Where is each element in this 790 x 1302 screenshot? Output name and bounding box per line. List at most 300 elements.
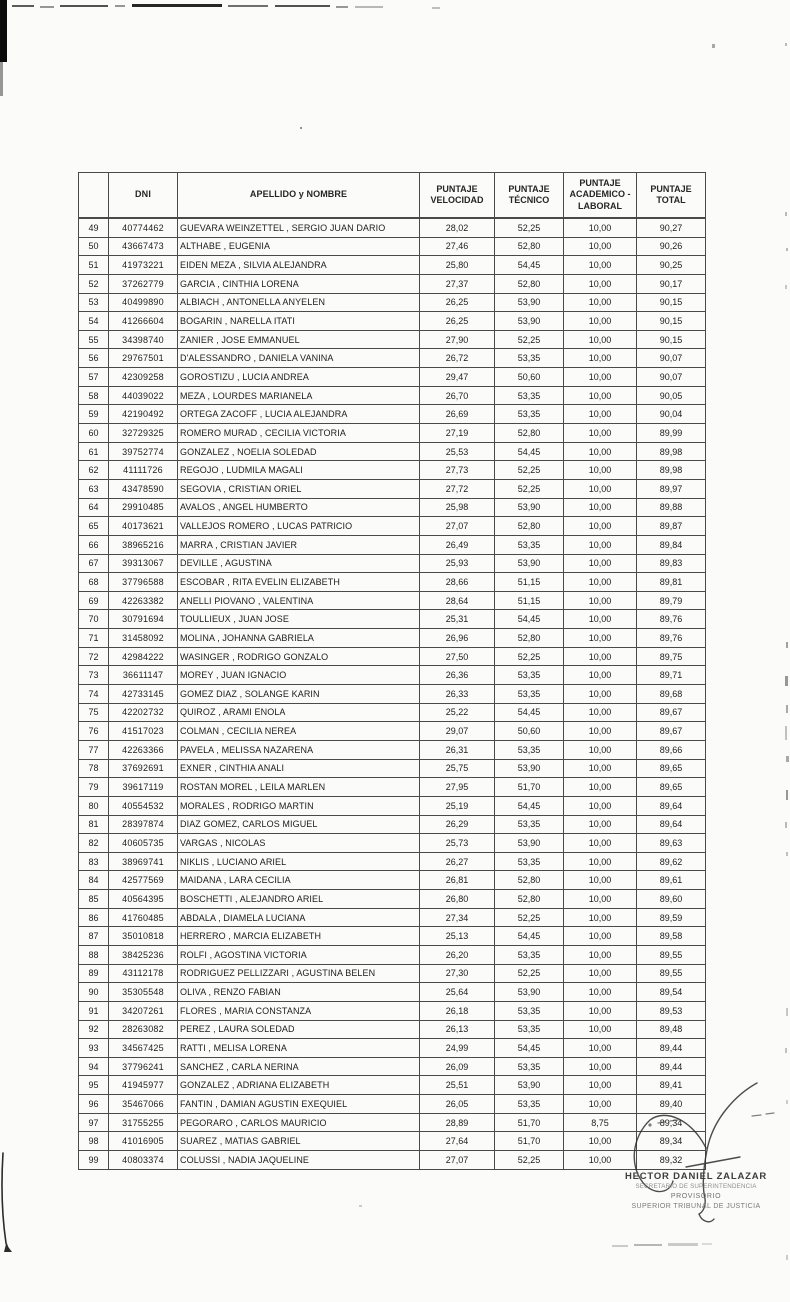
- cell-vel: 26,05: [420, 1095, 495, 1114]
- scan-artifact: [0, 0, 7, 62]
- table-row: [79, 1039, 706, 1058]
- cell-tec: 52,25: [495, 218, 564, 237]
- cell-name: GONZALEZ , NOELIA SOLEDAD: [178, 442, 420, 461]
- cell-acad: 10,00: [564, 722, 637, 741]
- col-header-tecnico: [495, 173, 564, 219]
- cell-tot: 89,41: [637, 1076, 706, 1095]
- cell-vel: 28,64: [420, 591, 495, 610]
- cell-rank: 51: [79, 256, 109, 275]
- cell-tec: 53,35: [495, 815, 564, 834]
- cell-rank: 82: [79, 834, 109, 853]
- scan-artifact: [785, 676, 788, 686]
- cell-rank: 86: [79, 908, 109, 927]
- cell-tec: 53,35: [495, 685, 564, 704]
- cell-tec: 53,90: [495, 1076, 564, 1095]
- cell-vel: 25,13: [420, 927, 495, 946]
- cell-tec: 53,35: [495, 535, 564, 554]
- cell-dni: 40803374: [109, 1151, 178, 1170]
- cell-vel: 27,07: [420, 1151, 495, 1170]
- table-row: [79, 945, 706, 964]
- table-row: [79, 629, 706, 648]
- cell-name: WASINGER , RODRIGO GONZALO: [178, 647, 420, 666]
- cell-vel: 26,09: [420, 1057, 495, 1076]
- scan-artifact: [40, 6, 54, 8]
- cell-acad: 10,00: [564, 1020, 637, 1039]
- scan-artifact: [786, 1255, 788, 1260]
- cell-name: ALTHABE , EUGENIA: [178, 237, 420, 256]
- cell-vel: 27,46: [420, 237, 495, 256]
- cell-acad: 10,00: [564, 349, 637, 368]
- cell-rank: 94: [79, 1057, 109, 1076]
- cell-tot: 89,98: [637, 461, 706, 480]
- cell-vel: 25,93: [420, 554, 495, 573]
- header-line: ACADEMICO -: [569, 189, 631, 200]
- results-table: [78, 172, 706, 1170]
- cell-dni: 40554532: [109, 796, 178, 815]
- cell-acad: 10,00: [564, 964, 637, 983]
- cell-tot: 89,40: [637, 1095, 706, 1114]
- cell-rank: 61: [79, 442, 109, 461]
- cell-dni: 40605735: [109, 834, 178, 853]
- table-row: [79, 386, 706, 405]
- cell-tot: 89,76: [637, 629, 706, 648]
- cell-acad: 10,00: [564, 1095, 637, 1114]
- cell-dni: 37262779: [109, 274, 178, 293]
- cell-acad: 10,00: [564, 610, 637, 629]
- cell-tot: 89,66: [637, 740, 706, 759]
- cell-tot: 89,68: [637, 685, 706, 704]
- cell-rank: 95: [79, 1076, 109, 1095]
- cell-dni: 37796241: [109, 1057, 178, 1076]
- cell-tec: 53,35: [495, 945, 564, 964]
- cell-dni: 40774462: [109, 218, 178, 237]
- signer-title-provisorio: PROVISORIO: [670, 1193, 722, 1201]
- scan-artifact: [785, 43, 787, 46]
- header-row: [79, 173, 706, 219]
- cell-acad: 10,00: [564, 442, 637, 461]
- scan-artifact: [634, 1244, 662, 1246]
- cell-dni: 29767501: [109, 349, 178, 368]
- cell-rank: 90: [79, 983, 109, 1002]
- table-row: [79, 983, 706, 1002]
- cell-vel: 26,33: [420, 685, 495, 704]
- scan-artifact: [785, 726, 787, 740]
- cell-tot: 89,97: [637, 479, 706, 498]
- cell-tec: 54,45: [495, 610, 564, 629]
- cell-tec: 53,90: [495, 983, 564, 1002]
- scan-artifact: [786, 1100, 788, 1104]
- cell-name: HERRERO , MARCIA ELIZABETH: [178, 927, 420, 946]
- scan-artifact: [786, 248, 788, 251]
- cell-rank: 98: [79, 1132, 109, 1151]
- cell-tec: 52,80: [495, 274, 564, 293]
- cell-vel: 27,64: [420, 1132, 495, 1151]
- cell-tot: 89,34: [637, 1113, 706, 1132]
- cell-rank: 54: [79, 312, 109, 331]
- cell-rank: 55: [79, 330, 109, 349]
- cell-tec: 53,35: [495, 349, 564, 368]
- cell-tec: 51,70: [495, 1113, 564, 1132]
- cell-tec: 53,90: [495, 312, 564, 331]
- table-row: [79, 852, 706, 871]
- cell-rank: 49: [79, 218, 109, 237]
- cell-tot: 90,07: [637, 368, 706, 387]
- cell-tot: 89,98: [637, 442, 706, 461]
- cell-vel: 28,02: [420, 218, 495, 237]
- cell-vel: 27,19: [420, 424, 495, 443]
- cell-acad: 10,00: [564, 1001, 637, 1020]
- table-row: [79, 871, 706, 890]
- cell-tec: 53,35: [495, 405, 564, 424]
- cell-acad: 10,00: [564, 1132, 637, 1151]
- signer-name: HECTOR DANIEL ZALAZAR: [624, 1171, 768, 1182]
- cell-rank: 52: [79, 274, 109, 293]
- cell-tot: 89,60: [637, 890, 706, 909]
- cell-name: COLMAN , CECILIA NEREA: [178, 722, 420, 741]
- cell-dni: 42309258: [109, 368, 178, 387]
- cell-rank: 85: [79, 890, 109, 909]
- table-row: [79, 405, 706, 424]
- signer-title: SECRETARIO DE SUPERINTENDENCIA: [635, 1183, 757, 1191]
- cell-acad: 10,00: [564, 685, 637, 704]
- cell-vel: 28,89: [420, 1113, 495, 1132]
- scan-artifact: [786, 756, 789, 762]
- cell-rank: 88: [79, 945, 109, 964]
- cell-dni: 41517023: [109, 722, 178, 741]
- cell-vel: 27,50: [420, 647, 495, 666]
- cell-tec: 53,35: [495, 1057, 564, 1076]
- cell-acad: 8,75: [564, 1113, 637, 1132]
- cell-tec: 53,90: [495, 834, 564, 853]
- cell-acad: 10,00: [564, 517, 637, 536]
- table-row: [79, 442, 706, 461]
- cell-tec: 51,15: [495, 573, 564, 592]
- cell-vel: 26,20: [420, 945, 495, 964]
- cell-vel: 25,64: [420, 983, 495, 1002]
- cell-dni: 41760485: [109, 908, 178, 927]
- signature-block: [598, 1172, 790, 1211]
- cell-tot: 90,04: [637, 405, 706, 424]
- scan-artifact: [359, 1205, 362, 1207]
- cell-name: MORALES , RODRIGO MARTIN: [178, 796, 420, 815]
- cell-dni: 34398740: [109, 330, 178, 349]
- scan-artifact: [668, 1243, 698, 1246]
- cell-name: GOROSTIZU , LUCIA ANDREA: [178, 368, 420, 387]
- cell-dni: 43112178: [109, 964, 178, 983]
- cell-rank: 76: [79, 722, 109, 741]
- table-row: [79, 293, 706, 312]
- cell-vel: 27,90: [420, 330, 495, 349]
- cell-dni: 42577569: [109, 871, 178, 890]
- cell-name: RODRIGUEZ PELLIZZARI , AGUSTINA BELEN: [178, 964, 420, 983]
- cell-rank: 71: [79, 629, 109, 648]
- cell-acad: 10,00: [564, 479, 637, 498]
- cell-name: GARCIA , CINTHIA LORENA: [178, 274, 420, 293]
- scan-artifact: [612, 1245, 628, 1247]
- cell-dni: 38425236: [109, 945, 178, 964]
- cell-name: AVALOS , ANGEL HUMBERTO: [178, 498, 420, 517]
- cell-tot: 89,44: [637, 1057, 706, 1076]
- cell-acad: 10,00: [564, 945, 637, 964]
- cell-vel: 25,80: [420, 256, 495, 275]
- cell-tot: 89,65: [637, 778, 706, 797]
- cell-acad: 10,00: [564, 1057, 637, 1076]
- header-line: PUNTAJE: [650, 183, 692, 194]
- cell-name: OLIVA , RENZO FABIAN: [178, 983, 420, 1002]
- table-row: [79, 1095, 706, 1114]
- cell-acad: 10,00: [564, 1151, 637, 1170]
- cell-name: ALBIACH , ANTONELLA ANYELEN: [178, 293, 420, 312]
- table-row: [79, 647, 706, 666]
- scan-artifact: [336, 6, 348, 8]
- table-row: [79, 535, 706, 554]
- cell-acad: 10,00: [564, 256, 637, 275]
- scan-artifact: [786, 705, 788, 713]
- cell-acad: 10,00: [564, 554, 637, 573]
- cell-rank: 50: [79, 237, 109, 256]
- cell-acad: 10,00: [564, 237, 637, 256]
- cell-tec: 51,15: [495, 591, 564, 610]
- cell-name: D'ALESSANDRO , DANIELA VANINA: [178, 349, 420, 368]
- scan-artifact: [785, 212, 787, 216]
- header-line: TOTAL: [656, 195, 686, 205]
- cell-rank: 53: [79, 293, 109, 312]
- scan-artifact: [12, 5, 34, 7]
- cell-vel: 25,31: [420, 610, 495, 629]
- cell-tot: 89,55: [637, 964, 706, 983]
- table-row: [79, 890, 706, 909]
- cell-dni: 39752774: [109, 442, 178, 461]
- cell-rank: 64: [79, 498, 109, 517]
- cell-rank: 70: [79, 610, 109, 629]
- cell-tec: 53,90: [495, 554, 564, 573]
- cell-tec: 53,35: [495, 740, 564, 759]
- table-row: [79, 1076, 706, 1095]
- cell-tec: 52,25: [495, 964, 564, 983]
- cell-name: ABDALA , DIAMELA LUCIANA: [178, 908, 420, 927]
- header-line: VELOCIDAD: [430, 195, 484, 205]
- cell-vel: 26,36: [420, 666, 495, 685]
- cell-name: COLUSSI , NADIA JAQUELINE: [178, 1151, 420, 1170]
- col-header-academico: [564, 173, 637, 219]
- scan-artifact: [0, 62, 3, 96]
- scan-artifact: [785, 822, 787, 828]
- cell-name: MEZA , LOURDES MARIANELA: [178, 386, 420, 405]
- cell-dni: 39313067: [109, 554, 178, 573]
- table-row: [79, 1001, 706, 1020]
- cell-vel: 26,81: [420, 871, 495, 890]
- scan-artifact: [115, 5, 125, 7]
- cell-name: ESCOBAR , RITA EVELIN ELIZABETH: [178, 573, 420, 592]
- cell-tot: 89,61: [637, 871, 706, 890]
- cell-acad: 10,00: [564, 815, 637, 834]
- cell-tec: 52,25: [495, 330, 564, 349]
- cell-dni: 31755255: [109, 1113, 178, 1132]
- cell-tot: 89,55: [637, 945, 706, 964]
- table-row: [79, 927, 706, 946]
- cell-dni: 42733145: [109, 685, 178, 704]
- cell-acad: 10,00: [564, 293, 637, 312]
- cell-rank: 87: [79, 927, 109, 946]
- cell-tot: 89,58: [637, 927, 706, 946]
- scan-artifact: [702, 1243, 712, 1245]
- cell-dni: 42190492: [109, 405, 178, 424]
- cell-tot: 89,54: [637, 983, 706, 1002]
- scan-artifact: [275, 5, 330, 7]
- cell-acad: 10,00: [564, 1039, 637, 1058]
- scan-artifact: [712, 44, 715, 48]
- cell-rank: 74: [79, 685, 109, 704]
- cell-dni: 42263366: [109, 740, 178, 759]
- cell-acad: 10,00: [564, 703, 637, 722]
- cell-rank: 69: [79, 591, 109, 610]
- cell-vel: 29,47: [420, 368, 495, 387]
- cell-name: MARRA , CRISTIAN JAVIER: [178, 535, 420, 554]
- cell-tot: 89,75: [637, 647, 706, 666]
- cell-rank: 72: [79, 647, 109, 666]
- cell-vel: 27,34: [420, 908, 495, 927]
- cell-tec: 51,70: [495, 778, 564, 797]
- cell-tot: 90,26: [637, 237, 706, 256]
- cell-rank: 84: [79, 871, 109, 890]
- cell-acad: 10,00: [564, 218, 637, 237]
- cell-dni: 40173621: [109, 517, 178, 536]
- cell-vel: 26,13: [420, 1020, 495, 1039]
- cell-acad: 10,00: [564, 1076, 637, 1095]
- scan-artifact: [786, 790, 788, 800]
- cell-tec: 52,80: [495, 424, 564, 443]
- cell-acad: 10,00: [564, 535, 637, 554]
- cell-rank: 62: [79, 461, 109, 480]
- table-row: [79, 610, 706, 629]
- cell-rank: 99: [79, 1151, 109, 1170]
- cell-name: FLORES , MARIA CONSTANZA: [178, 1001, 420, 1020]
- cell-name: ROSTAN MOREL , LEILA MARLEN: [178, 778, 420, 797]
- cell-name: MAIDANA , LARA CECILIA: [178, 871, 420, 890]
- cell-tot: 89,71: [637, 666, 706, 685]
- cell-rank: 81: [79, 815, 109, 834]
- cell-rank: 65: [79, 517, 109, 536]
- table-row: [79, 461, 706, 480]
- cell-vel: 27,72: [420, 479, 495, 498]
- cell-vel: 25,73: [420, 834, 495, 853]
- cell-dni: 28263082: [109, 1020, 178, 1039]
- cell-tec: 52,25: [495, 479, 564, 498]
- cell-acad: 10,00: [564, 666, 637, 685]
- cell-name: ANELLI PIOVANO , VALENTINA: [178, 591, 420, 610]
- cell-tec: 53,35: [495, 386, 564, 405]
- table-row: [79, 573, 706, 592]
- cell-dni: 42202732: [109, 703, 178, 722]
- cell-rank: 96: [79, 1095, 109, 1114]
- cell-acad: 10,00: [564, 368, 637, 387]
- table-row: [79, 256, 706, 275]
- cell-acad: 10,00: [564, 647, 637, 666]
- cell-tec: 50,60: [495, 722, 564, 741]
- cell-name: ZANIER , JOSE EMMANUEL: [178, 330, 420, 349]
- scan-artifact: [786, 642, 788, 648]
- header-line: PUNTAJE: [508, 183, 550, 194]
- scan-artifact: [60, 5, 108, 7]
- cell-name: GONZALEZ , ADRIANA ELIZABETH: [178, 1076, 420, 1095]
- cell-rank: 68: [79, 573, 109, 592]
- table-row: [79, 218, 706, 237]
- cell-name: DEVILLE , AGUSTINA: [178, 554, 420, 573]
- table-row: [79, 796, 706, 815]
- cell-vel: 26,27: [420, 852, 495, 871]
- cell-dni: 41016905: [109, 1132, 178, 1151]
- cell-name: BOSCHETTI , ALEJANDRO ARIEL: [178, 890, 420, 909]
- cell-acad: 10,00: [564, 927, 637, 946]
- cell-dni: 43478590: [109, 479, 178, 498]
- cell-vel: 26,80: [420, 890, 495, 909]
- col-header-rank: [79, 173, 109, 219]
- table-row: [79, 1113, 706, 1132]
- cell-tot: 89,32: [637, 1151, 706, 1170]
- cell-rank: 83: [79, 852, 109, 871]
- cell-vel: 24,99: [420, 1039, 495, 1058]
- scan-artifact: [228, 5, 268, 7]
- col-header-name: APELLIDO y NOMBRE: [178, 173, 420, 219]
- table-row: [79, 274, 706, 293]
- table-row: [79, 237, 706, 256]
- cell-tot: 89,34: [637, 1132, 706, 1151]
- cell-dni: 37796588: [109, 573, 178, 592]
- cell-vel: 26,49: [420, 535, 495, 554]
- cell-rank: 97: [79, 1113, 109, 1132]
- cell-tot: 89,67: [637, 703, 706, 722]
- cell-tot: 90,05: [637, 386, 706, 405]
- cell-tot: 89,48: [637, 1020, 706, 1039]
- cell-acad: 10,00: [564, 890, 637, 909]
- cell-tec: 52,25: [495, 647, 564, 666]
- table-row: [79, 312, 706, 331]
- cell-dni: 41945977: [109, 1076, 178, 1095]
- cell-tec: 52,80: [495, 517, 564, 536]
- cell-vel: 28,66: [420, 573, 495, 592]
- cell-dni: 34207261: [109, 1001, 178, 1020]
- cell-rank: 93: [79, 1039, 109, 1058]
- cell-tot: 89,63: [637, 834, 706, 853]
- cell-tec: 52,80: [495, 629, 564, 648]
- table-body: [79, 218, 706, 1169]
- cell-tot: 89,65: [637, 759, 706, 778]
- cell-vel: 25,51: [420, 1076, 495, 1095]
- cell-tec: 54,45: [495, 927, 564, 946]
- cell-name: MOLINA , JOHANNA GABRIELA: [178, 629, 420, 648]
- table-row: [79, 1151, 706, 1170]
- cell-acad: 10,00: [564, 629, 637, 648]
- table-row: [79, 591, 706, 610]
- cell-acad: 10,00: [564, 330, 637, 349]
- cell-name: PEREZ , LAURA SOLEDAD: [178, 1020, 420, 1039]
- cell-rank: 79: [79, 778, 109, 797]
- table-row: [79, 554, 706, 573]
- table-row: [79, 834, 706, 853]
- cell-acad: 10,00: [564, 424, 637, 443]
- cell-name: SEGOVIA , CRISTIAN ORIEL: [178, 479, 420, 498]
- cell-dni: 39617119: [109, 778, 178, 797]
- cell-tec: 54,45: [495, 256, 564, 275]
- table-row: [79, 964, 706, 983]
- cell-dni: 36611147: [109, 666, 178, 685]
- cell-rank: 66: [79, 535, 109, 554]
- cell-vel: 26,25: [420, 293, 495, 312]
- cell-rank: 77: [79, 740, 109, 759]
- cell-acad: 10,00: [564, 983, 637, 1002]
- cell-tec: 53,35: [495, 1020, 564, 1039]
- cell-tec: 54,45: [495, 796, 564, 815]
